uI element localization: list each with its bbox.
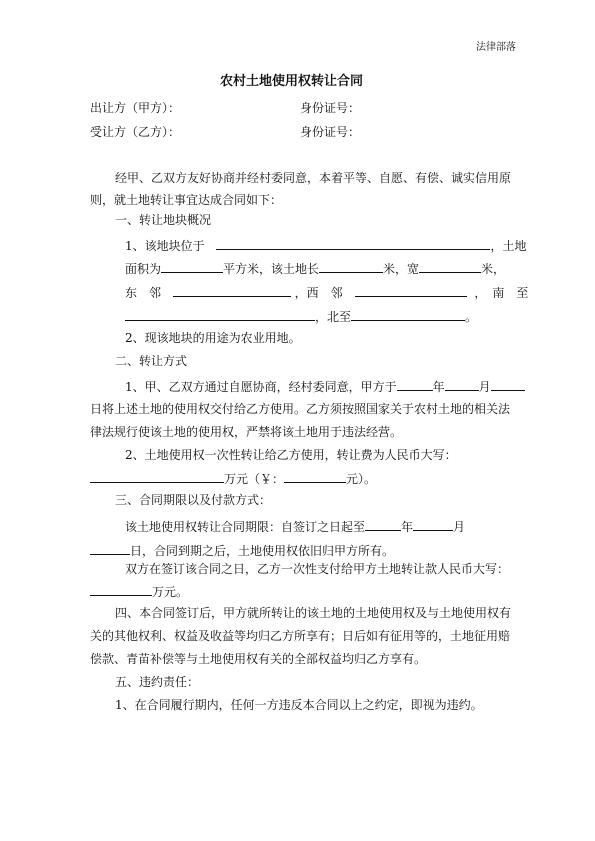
section-3-heading: 三、合同期限以及付款方式： — [115, 493, 272, 507]
area-label: 面积为 — [125, 262, 162, 276]
fee-yuan-label: 元）。 — [346, 472, 377, 486]
s3-payment-line: 双方在签订该合同之日，乙方一次性支付给甲方土地转让款人民币大写： — [125, 562, 510, 576]
s1-boundary-line — [125, 283, 528, 301]
south-blank — [125, 307, 315, 321]
s2-date-line — [125, 377, 525, 395]
section-2-heading: 二、转让方式 — [115, 354, 188, 368]
s3-expiry-text: 日，合同到期之后，土地使用权依旧归甲方所有。 — [130, 544, 395, 558]
section-4-line-1: 四、本合同签订后，甲方就所转让的该土地的土地使用权及与土地使用权有 — [115, 606, 512, 620]
width-blank — [419, 259, 481, 273]
s2-line-2: 日将上述土地的使用权交付给乙方使用。乙方须按照国家关于农村土地的相关法 — [90, 402, 511, 416]
intro-line-2: 则，就土地转让事宜达成合同如下： — [90, 193, 283, 207]
section-4-line-2: 关的其他权利、权益及收益等均归乙方所享有；日后如有征用等的，土地征用赔 — [90, 629, 511, 643]
fee-unit-label: 万元（￥： — [224, 472, 285, 486]
transferor-label: 出让方（甲方）： — [90, 101, 181, 115]
intro-line-1: 经甲、乙双方友好协商并经村委同意，本着平等、自愿、有偿、诚实信用原 — [115, 171, 512, 185]
s2-amount-line — [90, 469, 376, 487]
s3-day-blank — [90, 541, 130, 555]
s2-line-3: 律法规行使该土地的使用权，严禁将该土地用于违法经营。 — [90, 425, 403, 439]
s3-term-line — [125, 517, 465, 535]
s3-payment-amount-line — [90, 582, 188, 600]
east-label: 东 邻 — [125, 286, 162, 300]
section-4-line-3: 偿款、青苗补偿等与土地使用权有关的全部权益均归乙方享有。 — [90, 652, 427, 666]
s1-location-suffix: ，土地 — [490, 239, 527, 253]
s3-month-blank — [413, 517, 453, 531]
section-1-heading: 一、转让地块概况 — [115, 213, 212, 227]
fee-words-blank — [90, 469, 224, 483]
south-label: ， 南 至 — [474, 286, 529, 300]
s1-area-line — [125, 259, 505, 277]
s2-day-blank — [491, 377, 525, 391]
s2-year-blank — [397, 377, 433, 391]
length-blank — [319, 259, 383, 273]
width-label: 米，宽 — [383, 262, 420, 276]
east-blank — [173, 283, 291, 297]
brand-header: 法律部落 — [476, 42, 516, 53]
s3-term-label: 该土地使用权转让合同期限：自签订之日起至 — [125, 520, 366, 534]
payment-unit-label: 万元。 — [152, 585, 189, 599]
s3-month-label: 月 — [453, 520, 466, 534]
s1-location-line — [125, 236, 526, 254]
north-suffix: 。 — [465, 310, 478, 324]
area-blank — [161, 259, 223, 273]
document-title: 农村土地使用权转让合同 — [220, 74, 364, 89]
section-5-heading: 五、违约责任： — [115, 675, 200, 689]
width-unit: 米， — [481, 262, 506, 276]
transferee-label: 受让方（乙方）： — [90, 125, 181, 139]
north-blank — [351, 307, 465, 321]
north-label: ，北至 — [315, 310, 352, 324]
s2-month-blank — [445, 377, 479, 391]
s1-usage-line: 2、现该地块的用途为农业用地。 — [125, 331, 301, 345]
transferor-id-label: 身份证号： — [300, 101, 361, 115]
fee-number-blank — [284, 469, 346, 483]
location-blank — [216, 236, 490, 250]
s1-north-line — [125, 307, 477, 325]
s5-clause-1: 1、在合同履行期内，任何一方违反本合同以上之约定，即视为违约。 — [115, 698, 483, 712]
s2-date-label: 1、甲、乙双方通过自愿协商，经村委同意，甲方于 — [125, 380, 397, 394]
s3-expiry-line — [90, 541, 394, 559]
length-label: 平方米，该土地长 — [223, 262, 320, 276]
s2-fee-line: 2、土地使用权一次性转让给乙方使用，转让费为人民币大写： — [125, 448, 457, 462]
west-label: ，西 邻 — [294, 286, 343, 300]
payment-words-blank — [90, 582, 152, 596]
s3-year-label: 年 — [401, 520, 414, 534]
s3-year-blank — [365, 517, 401, 531]
s1-location-label: 1、该地块位于 — [125, 239, 205, 253]
west-blank — [355, 283, 467, 297]
s2-year-label: 年 — [432, 380, 445, 394]
s2-month-label: 月 — [478, 380, 491, 394]
transferee-id-label: 身份证号： — [300, 125, 361, 139]
